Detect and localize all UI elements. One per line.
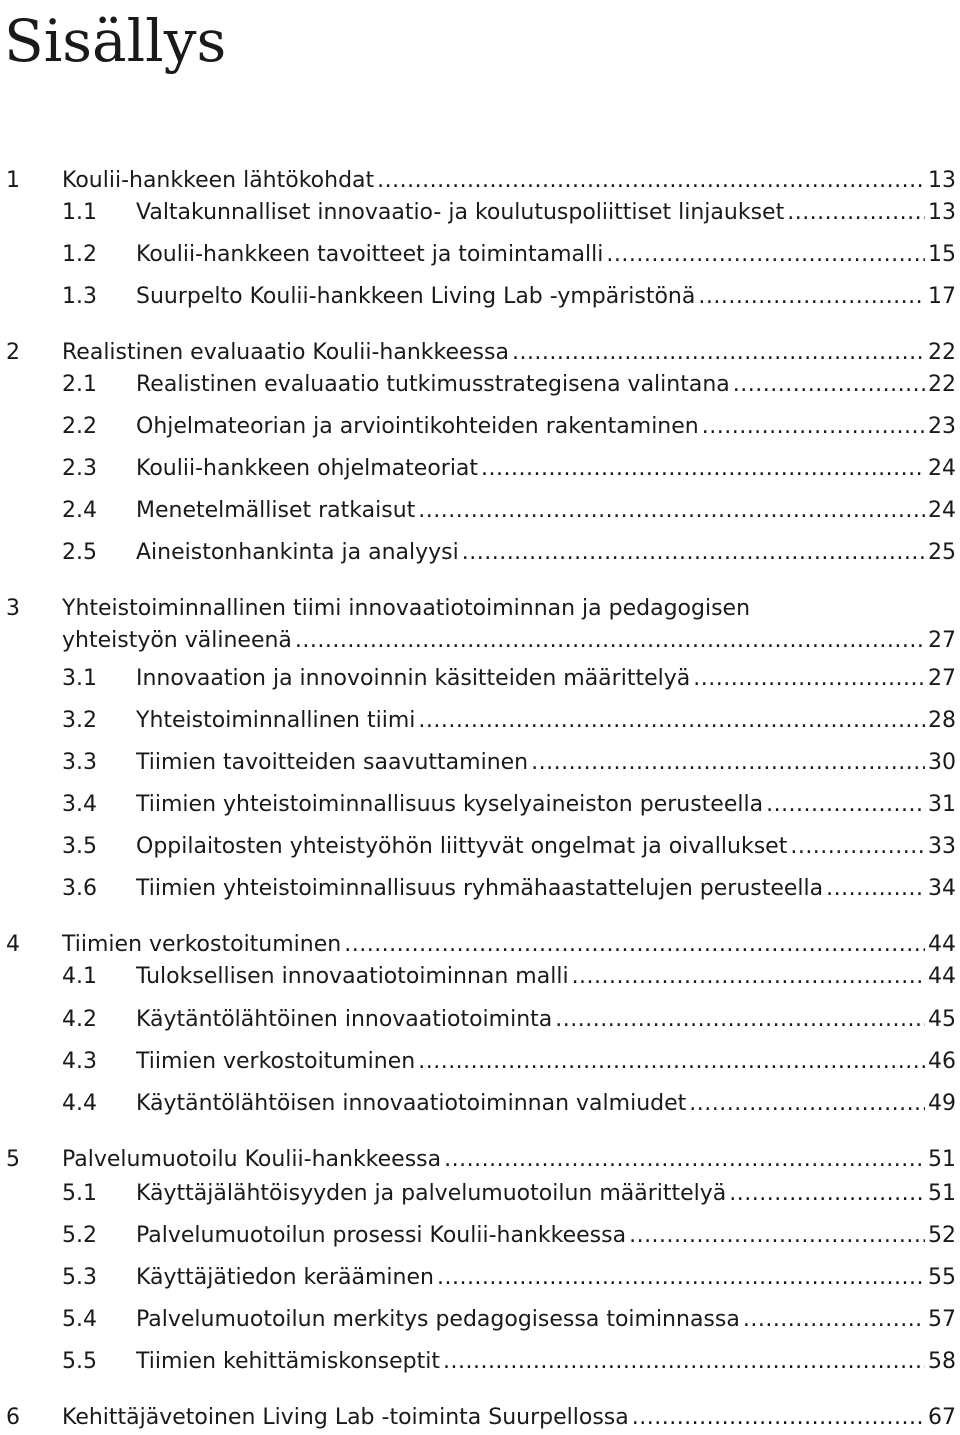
toc-page-number: 30 [928,750,956,775]
toc-section-entry[interactable] [0,239,956,271]
toc-entry-body [136,537,956,569]
toc-dot-leader [418,495,925,527]
toc-entry-number: 3.6 [62,876,97,901]
toc-entry-number: 2.4 [62,498,97,523]
toc-entry-title: Tiimien kehittämiskonseptit [136,1349,440,1374]
toc-entry-body [62,165,956,197]
toc-page-number: 25 [928,540,956,565]
toc-dot-leader [512,337,925,369]
toc-entry-number: 5.5 [62,1349,97,1374]
toc-dot-leader [443,1346,925,1378]
toc-page-number: 44 [928,932,956,957]
toc-entry-title: Kehittäjävetoinen Living Lab -toiminta Suurpellossa [62,1405,629,1430]
toc-dot-leader [729,1178,925,1210]
toc-entry-number: 5.3 [62,1265,97,1290]
toc-entry-body [136,1304,956,1336]
toc-entry-number: 3.3 [62,750,97,775]
toc-entry-body [136,453,956,485]
toc-dot-leader [572,961,925,993]
toc-page-number: 51 [928,1147,956,1172]
toc-page-number: 28 [928,708,956,733]
toc-entry-title: Oppilaitosten yhteistyöhön liittyvät ongelmat ja oivallukset [136,834,788,859]
toc-page-number: 51 [928,1181,956,1206]
toc-dot-leader [629,1220,925,1252]
toc-entry-body [62,625,956,657]
toc-entry-title: Valtakunnalliset innovaatio- ja koulutuspoliittiset linjaukset [136,200,785,225]
toc-section-entry[interactable] [0,1046,956,1078]
toc-entry-number: 6 [6,1405,20,1430]
toc-entry-title: Palvelumuotoilun merkitys pedagogisessa toiminnassa [136,1307,740,1332]
toc-chapter-entry[interactable] [0,165,956,197]
toc-dot-leader [377,165,925,197]
toc-entry-number: 2.2 [62,414,97,439]
toc-dot-leader [693,663,925,695]
toc-entry-number: 2.3 [62,456,97,481]
toc-page-number: 58 [928,1349,956,1374]
toc-section-entry[interactable] [0,1088,956,1120]
toc-page-number: 27 [928,628,956,653]
toc-dot-leader [689,1088,925,1120]
toc-dot-leader [344,929,925,961]
toc-dot-leader [295,625,925,657]
toc-entry-title: Koulii-hankkeen lähtökohdat [62,168,375,193]
toc-entry-number: 4 [6,932,20,957]
toc-dot-leader [481,453,925,485]
toc-page-number: 55 [928,1265,956,1290]
toc-page-number: 33 [928,834,956,859]
toc-page-number: 31 [928,792,956,817]
toc-entry-body [62,593,956,625]
toc-entry-title: Innovaation ja innovoinnin käsitteiden määrittelyä [136,666,691,691]
toc-entry-number: 5 [6,1147,20,1172]
toc-entry-number: 3.1 [62,666,97,691]
toc-section-entry[interactable] [0,537,956,569]
toc-page-number: 45 [928,1007,956,1032]
toc-dot-leader [766,789,925,821]
toc-page-number: 34 [928,876,956,901]
toc-entry-title: Palvelumuotoilu Koulii-hankkeessa [62,1147,442,1172]
toc-page-number: 57 [928,1307,956,1332]
toc-dot-leader [437,1262,925,1294]
toc-section-entry[interactable] [0,281,956,313]
toc-entry-number: 1 [6,168,20,193]
toc-entry-body [136,1088,956,1120]
toc-entry-title: Realistinen evaluaatio tutkimusstrategisena valintana [136,372,730,397]
toc-section-entry[interactable] [0,453,956,485]
toc-dot-leader [790,831,925,863]
toc-entry-body [136,1004,956,1036]
toc-page-number: 13 [928,168,956,193]
toc-entry-number: 3 [6,596,20,621]
toc-entry-body [136,369,956,401]
toc-entry-number: 2 [6,340,20,365]
toc-entry-number: 4.3 [62,1049,97,1074]
toc-entry-title: Käyttäjälähtöisyyden ja palvelumuotoilun määrittelyä [136,1181,727,1206]
toc-section-entry[interactable] [0,1304,956,1336]
toc-section-entry[interactable] [0,873,956,905]
toc-entry-title: yhteistyön välineenä [62,628,292,653]
toc-entry-number: 4.2 [62,1007,97,1032]
toc-entry-title: Yhteistoiminnallinen tiimi [136,708,416,733]
toc-entry-number: 1.3 [62,284,97,309]
toc-entry-title: Käyttäjätiedon kerääminen [136,1265,434,1290]
toc-entry-body [136,705,956,737]
toc-entry-body [136,1346,956,1378]
toc-section-entry[interactable] [0,747,956,779]
toc-page-number: 67 [928,1405,956,1430]
toc-entry-title: Menetelmälliset ratkaisut [136,498,416,523]
toc-entry-body [136,663,956,695]
toc-page-number: 46 [928,1049,956,1074]
toc-section-entry[interactable] [0,663,956,695]
toc-entry-title: Realistinen evaluaatio Koulii-hankkeessa [62,340,509,365]
toc-dot-leader [632,1402,925,1434]
toc-entry-title: Tiimien yhteistoiminnallisuus ryhmähaastattelujen perusteella [136,876,824,901]
toc-dot-leader [698,281,925,313]
toc-chapter-entry[interactable] [0,1402,956,1434]
toc-dot-leader [826,873,925,905]
toc-section-entry[interactable] [0,1346,956,1378]
toc-entry-body [136,961,956,993]
toc-dot-leader [555,1004,925,1036]
toc-entry-body [62,1144,956,1176]
toc-entry-title: Koulii-hankkeen ohjelmateoriat [136,456,479,481]
toc-entry-title: Käytäntölähtöisen innovaatiotoiminnan valmiudet [136,1091,687,1116]
toc-page-number: 44 [928,964,956,989]
toc-chapter-entry[interactable] [0,1144,956,1176]
toc-entry-title: Palvelumuotoilun prosessi Koulii-hankkeessa [136,1223,627,1248]
toc-entry-body [136,495,956,527]
toc-section-entry[interactable] [0,197,956,229]
toc-entry-number: 4.1 [62,964,97,989]
toc-entry-title: Tiimien verkostoituminen [136,1049,416,1074]
toc-entry-number: 5.1 [62,1181,97,1206]
toc-entry-title: Suurpelto Koulii-hankkeen Living Lab -ympäristönä [136,284,696,309]
toc-entry-number: 1.1 [62,200,97,225]
toc-page-number: 22 [928,340,956,365]
toc-entry-title: Yhteistoiminnallinen tiimi innovaatiotoiminnan ja pedagogisen [62,596,751,621]
toc-section-entry[interactable] [0,1178,956,1210]
toc-entry-body [136,1178,956,1210]
toc-entry-body [136,789,956,821]
toc-entry-number: 3.2 [62,708,97,733]
toc-page-number: 24 [928,456,956,481]
toc-entry-body [136,411,956,443]
toc-entry-number: 3.4 [62,792,97,817]
toc-section-entry[interactable] [0,705,956,737]
toc-page-number: 22 [928,372,956,397]
toc-entry-body [136,197,956,229]
toc-dot-leader [418,705,925,737]
toc-entry-title: Koulii-hankkeen tavoitteet ja toimintamalli [136,242,604,267]
toc-entry-body [62,337,956,369]
toc-page-number: 23 [928,414,956,439]
toc-entry-body [136,239,956,271]
toc-entry-body [136,831,956,863]
toc-entry-body [136,281,956,313]
toc-section-entry[interactable] [0,961,956,993]
toc-entry-body [62,929,956,961]
page-title: Sisällys [4,7,227,75]
toc-entry-number: 5.4 [62,1307,97,1332]
toc-entry-title: Tiimien tavoitteiden saavuttaminen [136,750,529,775]
toc-dot-leader [743,1304,925,1336]
toc-page-number: 17 [928,284,956,309]
toc-entry-number: 1.2 [62,242,97,267]
toc-entry-title: Tiimien verkostoituminen [62,932,342,957]
toc-chapter-entry[interactable] [0,337,956,369]
toc-chapter-entry[interactable] [0,929,956,961]
toc-entry-number: 2.1 [62,372,97,397]
toc-entry-number: 4.4 [62,1091,97,1116]
toc-entry-continuation[interactable] [0,625,956,657]
toc-entry-title: Aineistonhankinta ja analyysi [136,540,459,565]
toc-page-number: 49 [928,1091,956,1116]
toc-entry-body [136,1262,956,1294]
toc-dot-leader [531,747,925,779]
toc-section-entry[interactable] [0,1220,956,1252]
toc-chapter-entry[interactable] [0,593,956,625]
toc-dot-leader [418,1046,925,1078]
toc-dot-leader [733,369,925,401]
toc-page-number: 52 [928,1223,956,1248]
toc-dot-leader [606,239,925,271]
toc-entry-body [136,1220,956,1252]
toc-entry-number: 2.5 [62,540,97,565]
toc-page-number: 13 [928,200,956,225]
toc-entry-body [136,747,956,779]
toc-entry-body [136,1046,956,1078]
toc-section-entry[interactable] [0,1004,956,1036]
toc-section-entry[interactable] [0,789,956,821]
toc-section-entry[interactable] [0,495,956,527]
toc-dot-leader [462,537,925,569]
toc-entry-title: Ohjelmateorian ja arviointikohteiden rakentaminen [136,414,699,439]
toc-entry-number: 5.2 [62,1223,97,1248]
toc-section-entry[interactable] [0,369,956,401]
toc-entry-title: Tuloksellisen innovaatiotoiminnan malli [136,964,569,989]
toc-section-entry[interactable] [0,831,956,863]
toc-entry-body [62,1402,956,1434]
toc-entry-number: 3.5 [62,834,97,859]
toc-dot-leader [702,411,925,443]
toc-entry-title: Käytäntölähtöinen innovaatiotoiminta [136,1007,553,1032]
toc-section-entry[interactable] [0,1262,956,1294]
toc-page-number: 15 [928,242,956,267]
toc-section-entry[interactable] [0,411,956,443]
toc-dot-leader [787,197,925,229]
toc-page-number: 27 [928,666,956,691]
toc-entry-body [136,873,956,905]
toc-page-number: 24 [928,498,956,523]
toc-dot-leader [444,1144,925,1176]
toc-entry-title: Tiimien yhteistoiminnallisuus kyselyaineiston perusteella [136,792,764,817]
